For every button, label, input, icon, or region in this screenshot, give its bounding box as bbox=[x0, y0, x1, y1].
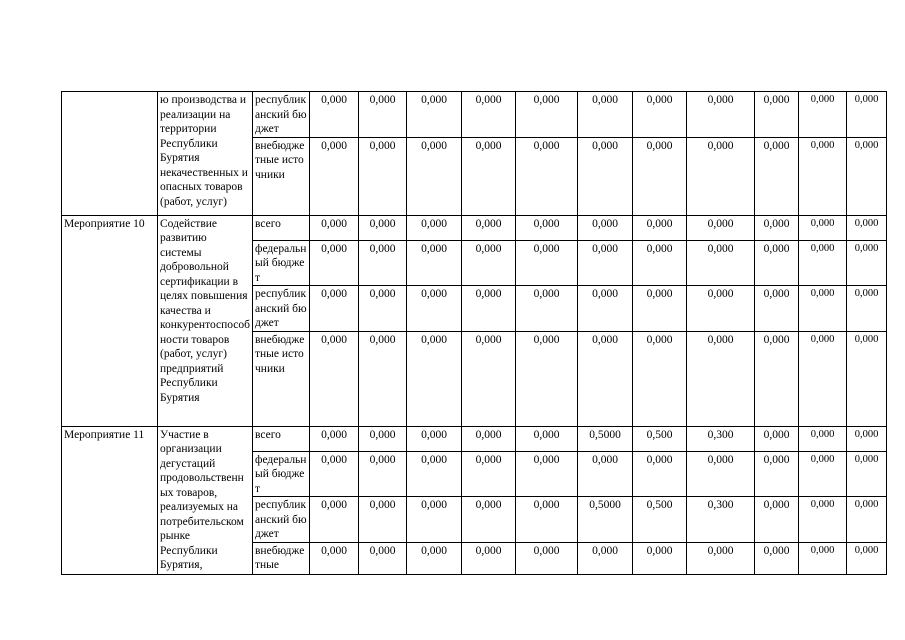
table-body bbox=[62, 92, 887, 575]
measure-name-cell: Мероприятие 10 bbox=[62, 215, 158, 426]
amount-cell: 0,000 bbox=[310, 451, 359, 497]
amount-cell: 0,000 bbox=[359, 240, 407, 286]
amount-cell: 0,000 bbox=[516, 426, 578, 451]
amount-cell: 0,000 bbox=[799, 426, 847, 451]
amount-cell: 0,000 bbox=[462, 497, 516, 543]
amount-cell: 0,000 bbox=[799, 451, 847, 497]
amount-cell: 0,000 bbox=[799, 497, 847, 543]
amount-cell: 0,000 bbox=[462, 542, 516, 574]
amount-cell: 0,000 bbox=[310, 331, 359, 426]
amount-cell: 0,000 bbox=[578, 451, 633, 497]
amount-cell: 0,000 bbox=[407, 92, 462, 138]
amount-cell: 0,500 bbox=[633, 426, 687, 451]
amount-cell: 0,000 bbox=[755, 451, 799, 497]
amount-cell: 0,000 bbox=[310, 497, 359, 543]
amount-cell: 0,000 bbox=[687, 137, 755, 215]
amount-cell: 0,000 bbox=[516, 542, 578, 574]
amount-cell: 0,000 bbox=[310, 426, 359, 451]
amount-cell: 0,000 bbox=[847, 497, 887, 543]
amount-cell: 0,000 bbox=[462, 215, 516, 240]
amount-cell: 0,000 bbox=[516, 137, 578, 215]
amount-cell: 0,000 bbox=[359, 426, 407, 451]
amount-cell: 0,000 bbox=[407, 137, 462, 215]
amount-cell: 0,000 bbox=[687, 286, 755, 332]
measure-description-cell: ю производства и реализации на территории Республики Бурятия некачественных и опасных товаров (работ, услуг) bbox=[158, 92, 253, 216]
amount-cell: 0,000 bbox=[516, 240, 578, 286]
amount-cell: 0,000 bbox=[516, 451, 578, 497]
amount-cell: 0,000 bbox=[359, 542, 407, 574]
amount-cell: 0,000 bbox=[755, 426, 799, 451]
amount-cell: 0,000 bbox=[847, 240, 887, 286]
amount-cell: 0,000 bbox=[755, 286, 799, 332]
amount-cell: 0,000 bbox=[359, 497, 407, 543]
amount-cell: 0,000 bbox=[633, 451, 687, 497]
amount-cell: 0,000 bbox=[633, 542, 687, 574]
amount-cell: 0,000 bbox=[516, 331, 578, 426]
amount-cell: 0,000 bbox=[407, 426, 462, 451]
amount-cell: 0,000 bbox=[310, 215, 359, 240]
amount-cell: 0,000 bbox=[633, 137, 687, 215]
amount-cell: 0,000 bbox=[799, 215, 847, 240]
amount-cell: 0,000 bbox=[633, 215, 687, 240]
amount-cell: 0,000 bbox=[755, 542, 799, 574]
amount-cell: 0,300 bbox=[687, 497, 755, 543]
amount-cell: 0,000 bbox=[687, 92, 755, 138]
amount-cell: 0,000 bbox=[687, 451, 755, 497]
measure-description-cell: Участие в организации дегустаций продовольственных товаров, реализуемых на потребительском рынке Республики Бурятия, bbox=[158, 426, 253, 574]
amount-cell: 0,000 bbox=[407, 542, 462, 574]
amount-cell: 0,000 bbox=[847, 451, 887, 497]
funding-source-cell: всего bbox=[253, 215, 310, 240]
amount-cell: 0,000 bbox=[799, 331, 847, 426]
amount-cell: 0,000 bbox=[462, 426, 516, 451]
amount-cell: 0,000 bbox=[516, 215, 578, 240]
measure-name-cell bbox=[62, 92, 158, 216]
amount-cell: 0,000 bbox=[578, 215, 633, 240]
amount-cell: 0,000 bbox=[407, 286, 462, 332]
amount-cell: 0,000 bbox=[799, 240, 847, 286]
amount-cell: 0,000 bbox=[799, 137, 847, 215]
amount-cell: 0,000 bbox=[633, 286, 687, 332]
amount-cell: 0,000 bbox=[310, 542, 359, 574]
table-row bbox=[62, 92, 887, 138]
amount-cell: 0,000 bbox=[462, 92, 516, 138]
funding-source-cell: федеральный бюджет bbox=[253, 240, 310, 286]
amount-cell: 0,000 bbox=[578, 240, 633, 286]
amount-cell: 0,000 bbox=[847, 331, 887, 426]
amount-cell: 0,000 bbox=[462, 240, 516, 286]
amount-cell: 0,000 bbox=[462, 286, 516, 332]
funding-source-cell: республиканский бюджет bbox=[253, 92, 310, 138]
amount-cell: 0,000 bbox=[578, 331, 633, 426]
amount-cell: 0,000 bbox=[687, 331, 755, 426]
amount-cell: 0,000 bbox=[462, 451, 516, 497]
amount-cell: 0,000 bbox=[310, 240, 359, 286]
amount-cell: 0,000 bbox=[755, 215, 799, 240]
funding-source-cell: республиканский бюджет bbox=[253, 497, 310, 543]
amount-cell: 0,000 bbox=[755, 240, 799, 286]
amount-cell: 0,000 bbox=[359, 137, 407, 215]
amount-cell: 0,5000 bbox=[578, 426, 633, 451]
funding-source-cell: внебюджетные источники bbox=[253, 137, 310, 215]
amount-cell: 0,000 bbox=[755, 497, 799, 543]
amount-cell: 0,000 bbox=[633, 92, 687, 138]
amount-cell: 0,000 bbox=[687, 542, 755, 574]
amount-cell: 0,000 bbox=[633, 240, 687, 286]
amount-cell: 0,000 bbox=[359, 451, 407, 497]
amount-cell: 0,000 bbox=[578, 137, 633, 215]
amount-cell: 0,000 bbox=[847, 137, 887, 215]
amount-cell: 0,000 bbox=[359, 331, 407, 426]
funding-source-cell: федеральный бюджет bbox=[253, 451, 310, 497]
amount-cell: 0,000 bbox=[847, 286, 887, 332]
table-row bbox=[62, 215, 887, 240]
measure-description-cell: Содействие развитию системы добровольной сертификации в целях повышения качества и конкурентоспособности товаров (работ, услуг) предприятий Республики Бурятия bbox=[158, 215, 253, 426]
amount-cell: 0,000 bbox=[407, 451, 462, 497]
amount-cell: 0,000 bbox=[687, 215, 755, 240]
amount-cell: 0,000 bbox=[755, 331, 799, 426]
amount-cell: 0,000 bbox=[633, 331, 687, 426]
funding-source-cell: внебюджетные источники bbox=[253, 331, 310, 426]
amount-cell: 0,500 bbox=[633, 497, 687, 543]
funding-source-cell: всего bbox=[253, 426, 310, 451]
amount-cell: 0,000 bbox=[847, 215, 887, 240]
amount-cell: 0,300 bbox=[687, 426, 755, 451]
amount-cell: 0,000 bbox=[310, 286, 359, 332]
amount-cell: 0,000 bbox=[847, 542, 887, 574]
amount-cell: 0,000 bbox=[516, 286, 578, 332]
amount-cell: 0,000 bbox=[359, 215, 407, 240]
amount-cell: 0,000 bbox=[755, 137, 799, 215]
amount-cell: 0,000 bbox=[847, 92, 887, 138]
amount-cell: 0,000 bbox=[516, 92, 578, 138]
amount-cell: 0,000 bbox=[407, 240, 462, 286]
amount-cell: 0,000 bbox=[359, 286, 407, 332]
table-row bbox=[62, 426, 887, 451]
measure-name-cell: Мероприятие 11 bbox=[62, 426, 158, 574]
amount-cell: 0,000 bbox=[755, 92, 799, 138]
amount-cell: 0,000 bbox=[462, 137, 516, 215]
amount-cell: 0,000 bbox=[799, 92, 847, 138]
amount-cell: 0,000 bbox=[310, 137, 359, 215]
funding-table bbox=[61, 91, 887, 575]
amount-cell: 0,000 bbox=[847, 426, 887, 451]
amount-cell: 0,000 bbox=[407, 215, 462, 240]
funding-source-cell: республиканский бюджет bbox=[253, 286, 310, 332]
amount-cell: 0,000 bbox=[516, 497, 578, 543]
amount-cell: 0,000 bbox=[578, 542, 633, 574]
amount-cell: 0,000 bbox=[359, 92, 407, 138]
funding-source-cell: внебюджетные bbox=[253, 542, 310, 574]
amount-cell: 0,000 bbox=[407, 331, 462, 426]
amount-cell: 0,000 bbox=[799, 542, 847, 574]
amount-cell: 0,5000 bbox=[578, 497, 633, 543]
amount-cell: 0,000 bbox=[407, 497, 462, 543]
amount-cell: 0,000 bbox=[310, 92, 359, 138]
amount-cell: 0,000 bbox=[799, 286, 847, 332]
amount-cell: 0,000 bbox=[687, 240, 755, 286]
amount-cell: 0,000 bbox=[578, 286, 633, 332]
amount-cell: 0,000 bbox=[578, 92, 633, 138]
amount-cell: 0,000 bbox=[462, 331, 516, 426]
